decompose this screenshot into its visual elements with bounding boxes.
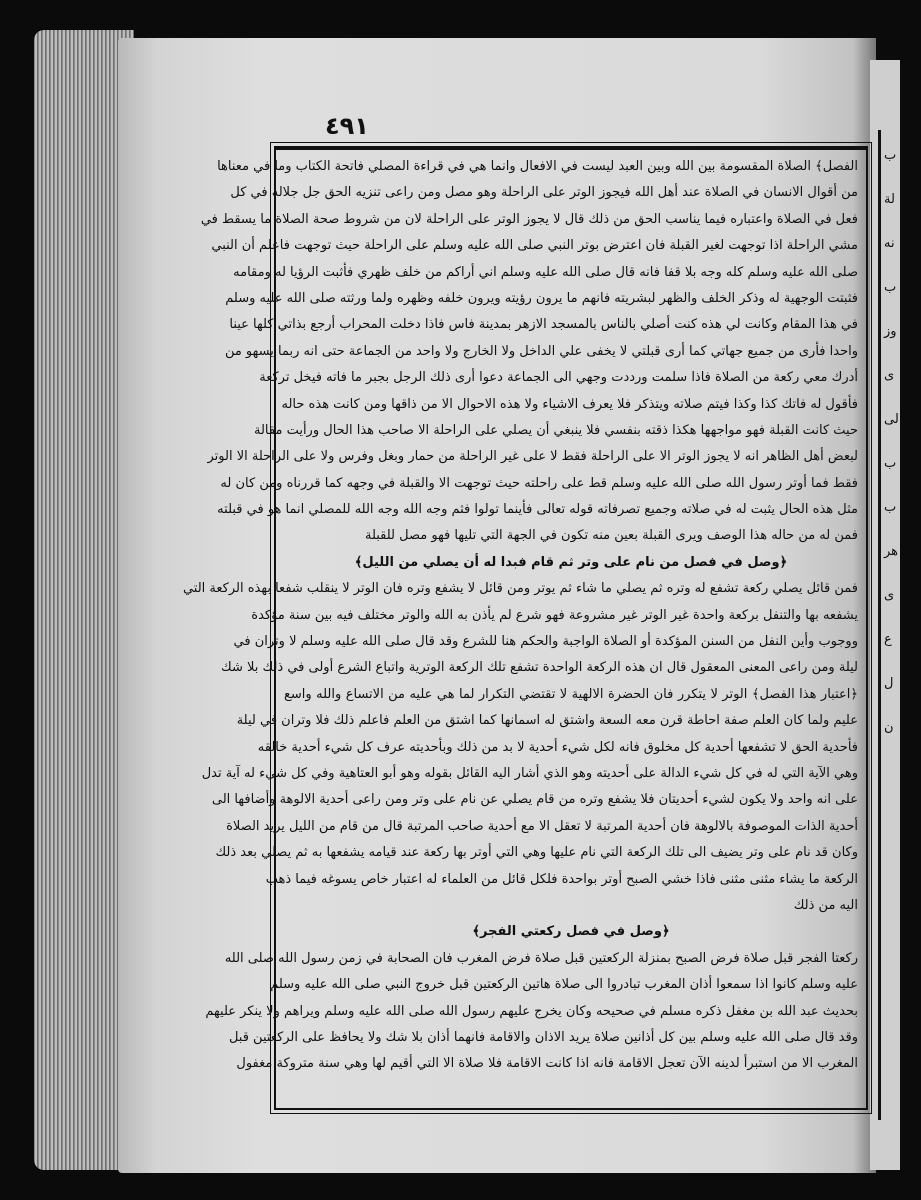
section-heading: ﴿وصل في فصل ركعتي الفجر﴾ [472,924,670,940]
text-line: من أقوال الانسان في الصلاة عند أهل الله فيجوز الوتر على الراحلة وهو مصل ومن راعى تنزيه الحق جل جلاله في كل [230,185,858,201]
text-line: فقط فما أوتر رسول الله صلى الله عليه وسلم قط على راحلته حيث توجهت الا والقبلة في وجهه كما قررناه ومن كان له [220,475,858,491]
facing-page-text-fragment: نه [884,236,895,251]
text-line: فثبتت الوجهية له وذكر الخلف والظهر لبشريته فانهم ما يرون رؤيته ويرون خلفه وظهره ولما ورثته صلى الله عليه وسلم [225,290,858,306]
text-line: يشفعه بها والتنفل بركعة واحدة غير الوتر غير مشروعة فهو شرع لم يأذن به الله والوتر مختلف فيه بين سنة مؤكدة [251,607,858,623]
text-line: المغرب الا من استبرأ لدينه الآن تعجل الاقامة فانه اذا كانت الاقامة فلا صلاة الا التي أقيم لها وهي سنة متروكة مغفول [236,1056,858,1072]
facing-page-text-fragment: ن [884,720,894,735]
text-line: حيث كانت القبلة فهو مواجهها هكذا ذقته بنفسي فلا ينبغي أن يصلي على الراحلة الا صاحب هذا الحال ورأيت مقالة [254,422,858,438]
facing-page-text-fragment: ب [884,500,897,515]
text-line: فمن له من حاله هذا الوصف ويرى القبلة بعين منه تكون في الجهة التي تليها فهو مصل للقبلة [364,528,858,544]
text-line: فعل في الصلاة واعتباره فيما يناسب الحق من ذلك قال لا يجوز الوتر على الراحلة لان من شروط صحة الصلاة ما يسقط في [200,211,858,227]
facing-page-text-fragment: ع [884,632,892,647]
text-line: لبعض أهل الظاهر انه لا يجوز الوتر الا على الراحلة فقط لا على غير الراحلة من حمار وبغل وفرس ولا على الراحلة الا الوتر [207,449,858,465]
text-line: ﴿اعتبار هذا الفصل﴾ الوتر لا يتكرر فان الحضرة الالهية لا تقتضي التكرار لما هي عليه من الاتساع والله واسع [284,686,858,702]
text-line: وكان قد نام على وتر يضيف الى تلك الركعة التي نام عليها وهي التي أوتر بها ركعة عند قيامه يشفعها به ثم يصلي بعد ذلك [215,845,858,861]
text-line: الركعة ما يشاء مثنى مثنى فاذا خشي الصبح أوتر بواحدة فلكل قائل من العلماء له اعتبار خاص يسوغه فيما ذهب [265,871,858,887]
body-text [182,154,858,1078]
text-line: وهي الآية التي له في كل شيء الدالة على أحديته وهو الذي أشار اليه القائل بقوله وهو أبو العتاهية وفي كل شيء له آية تدل [201,765,858,781]
facing-page-text-fragment: وز [884,324,897,339]
text-line: واحدا فأرى من جميع جهاتي كما أرى قبلتي لا يخفى علي الداخل ولا الخارج ولا واحد من الجماعة حتى انه ربما يسهو من [224,343,858,359]
text-line: فأحدية الحق لا تشفعها أحدية كل مخلوق فانه لكل شيء أحدية لا بد من ذلك وبأحديته عرف كل شيء أحدية خالقه [257,739,858,755]
facing-page-text-fragment: ب [884,456,897,471]
text-line: فمن قائل يصلي ركعة تشفع له وتره ثم يصلي ما شاء ثم يوتر ومن قائل لا يشفع وتره فان الوتر لا ينقلب شفعا بهذه الركعة التي [182,581,858,597]
text-line: ووجوب وأين النفل من السنن المؤكدة أو الصلاة الواجبة والحكم هنا للشرع وقد قال صلى الله عليه وسلم لا وتران في [233,634,858,650]
text-line: على انه واحد ولا يكون لشيء أحديتان فلا يشفع وتره من قام يصلي عن نام على وتر ومن راعى أحدية الالوهة وأضافها الى [211,792,858,808]
text-line: مثل هذه الحال يثبت له في صلاته وجميع تصرفاته قوله تعالى فأينما تولوا فثم وجه الله وجه الله للمصلي انما هو في قبلته [217,502,858,518]
section-heading: ﴿وصل في فصل من نام على وتر ثم قام فبدا له أن يصلي من الليل﴾ [354,554,788,570]
facing-page-text-fragment: هر [884,544,899,559]
text-line: في هذا المقام وكانت لي هذه كنت أصلي بالناس بالمسجد الازهر بمدينة فاس فاذا دخلت المحراب أرجع بذاتي كلها عينا [229,317,858,333]
page-number: ٤٩١ [325,112,369,140]
facing-page-frame [878,130,921,1120]
facing-page-edge [870,60,900,1170]
facing-page-text-fragment: لى [884,412,899,427]
text-line: الفصل﴾ الصلاة المقسومة بين الله وبين العبد ليست في الافعال وانما هي في قراءة المصلي فاتحة الكتاب وما في معناها [217,159,858,174]
facing-page-text-fragment: ى [884,588,895,603]
text-line: اليه من ذلك [793,897,858,913]
text-line: صلى الله عليه وسلم كله وجه بلا قفا فانه قال صلى الله عليه وسلم اني أراكم من خلف ظهري فأثبت الرؤيا له ومقامه [233,264,858,280]
text-line: أحدية الذات الموصوفة بالالوهة فان أحدية المرتبة لا تعقل الا مع أحدية صاحب المرتبة قال من قام من الليل يريد الصلاة [226,818,858,834]
text-line: وقد قال صلى الله عليه وسلم بين كل أذانين صلاة يريد الاذان والاقامة فانهما أذان بلا شك ولا يحافظ على الركعتين قبل [228,1029,858,1045]
text-line: مشي الراحلة اذا توجهت لغير القبلة فان اعترض بوتر النبي صلى الله عليه وسلم على الراحلة حيث توجهت فاعلم أن النبي [211,238,858,254]
text-line: عليم ولما كان العلم صفة احاطة قرن معه السعة واشتق له اسمانها كما اشتق من العلم فاعلم ذلك فلا وتران في ليلة [236,713,858,729]
text-line: ركعتا الفجر قبل صلاة فرض الصبح بمنزلة الركعتين قبل صلاة فرض المغرب فان الصحابة في زمن رسول الله صلى الله [224,950,858,966]
facing-page-text-fragment: لة [884,192,895,207]
text-line: ليلة ومن راعى المعنى المعقول قال ان هذه الركعة الواحدة تشفع تلك الركعة الوترية واتباع الشرع أولى في ذلك بلا شك [221,660,858,676]
text-line: بحديث عبد الله بن مغفل ذكره مسلم في صحيحه وكان يخرج عليهم رسول الله صلى الله عليه وسلم ويراهم ولا ينكر عليهم [205,1003,858,1019]
facing-page-text-fragment: ى [884,368,895,383]
text-line: فأقول له فاتك كذا وكذا فيتم صلاته ويتذكر فلا يعرف الاشياء ولا هذه الاحوال الا من ذاقها ومن كانت هذه حاله [281,396,858,412]
text-line: أدرك معي ركعة من الصلاة فاذا سلمت ورددت وجهي الى الجماعة دعوا أرى ذلك الرجل بجبر ما فاته فيخل تركعة [259,370,858,386]
text-line: عليه وسلم كانوا اذا سمعوا أذان المغرب تبادروا الى صلاة هاتين الركعتين قبل خروج النبي صلى الله عليه وسلم [270,977,858,993]
text-frame [182,146,868,1110]
facing-page-text-fragment: ب [884,148,897,163]
facing-page-text-fragment: ل [884,676,894,691]
facing-page-text-fragment: ب [884,280,897,295]
